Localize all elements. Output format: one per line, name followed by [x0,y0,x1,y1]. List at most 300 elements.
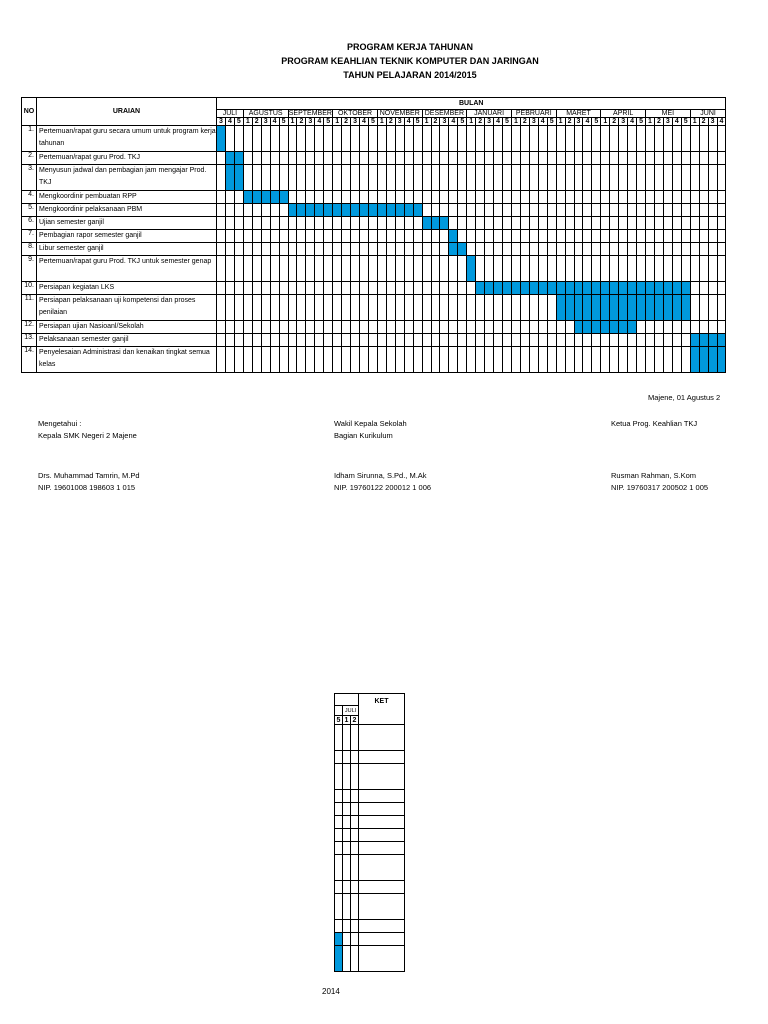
schedule-cell [538,256,547,282]
schedule-cell [217,165,226,191]
continuation-row [335,855,405,881]
schedule-cell [243,256,252,282]
week-number: 3 [708,118,717,126]
schedule-cell [270,126,279,152]
schedule-cell [503,347,512,373]
schedule-cell [252,165,261,191]
schedule-cell [511,126,520,152]
schedule-cell [485,204,494,217]
schedule-cell [279,282,288,295]
schedule-cell [431,282,440,295]
schedule-cell [431,321,440,334]
continuation-row [335,881,405,894]
schedule-cell [288,334,297,347]
schedule-cell [297,295,306,321]
schedule-cell [297,243,306,256]
schedule-cell [574,217,583,230]
schedule-cell-active [494,282,503,295]
schedule-cell [699,230,708,243]
schedule-cell-active [574,321,583,334]
schedule-cell [404,243,413,256]
activity-number: 1. [22,126,37,152]
schedule-cell [243,126,252,152]
schedule-cell [377,217,386,230]
schedule-cell [288,321,297,334]
week-number: 2 [351,716,359,725]
schedule-cell [306,230,315,243]
continuation-row [335,725,405,751]
schedule-cell-active [413,204,422,217]
schedule-cell [279,256,288,282]
page2-footer-fragment: 2014 [322,987,340,996]
schedule-cell [681,217,690,230]
schedule-cell [413,243,422,256]
week-number: 2 [654,118,663,126]
sig-left-name: Drs. Muhammad Tamrin, M.Pd [38,471,140,480]
schedule-cell [288,152,297,165]
schedule-cell [699,243,708,256]
schedule-cell-active [565,282,574,295]
ket-cell [359,842,405,855]
schedule-cell [395,126,404,152]
schedule-cell [333,347,342,373]
schedule-cell [252,217,261,230]
schedule-cell [494,334,503,347]
schedule-cell [404,295,413,321]
schedule-cell [601,204,610,217]
activity-number: 4. [22,191,37,204]
month-header: JUNI [690,110,726,118]
schedule-cell [663,321,672,334]
schedule-cell [511,191,520,204]
schedule-cell [717,230,726,243]
schedule-cell [708,243,717,256]
schedule-cell [333,282,342,295]
schedule-cell [422,152,431,165]
schedule-cell [288,230,297,243]
schedule-cell [288,165,297,191]
schedule-cell [279,165,288,191]
schedule-cell [386,295,395,321]
sig-middle-name: Idham Sirunna, S.Pd., M.Ak [334,471,427,480]
week-number: 1 [422,118,431,126]
schedule-cell-active [234,152,243,165]
schedule-cell [225,217,234,230]
schedule-cell [225,321,234,334]
doc-title-1: PROGRAM KERJA TAHUNAN [347,42,473,52]
activity-number: 2. [22,152,37,165]
schedule-cell [404,126,413,152]
schedule-cell [619,204,628,217]
schedule-cell [511,230,520,243]
schedule-cell [467,165,476,191]
schedule-cell [503,191,512,204]
schedule-cell [610,243,619,256]
schedule-cell [395,295,404,321]
schedule-cell [351,282,360,295]
schedule-cell [663,217,672,230]
schedule-cell [708,230,717,243]
schedule-cell [386,282,395,295]
ket-header: KET [359,694,405,725]
schedule-cell [628,217,637,230]
schedule-cell [404,282,413,295]
activity-description: Persiapan pelaksanaan uji kompetensi dan proses penilaian [37,295,217,321]
schedule-cell [619,334,628,347]
schedule-cell [458,217,467,230]
schedule-cell [565,321,574,334]
schedule-cell-active [485,282,494,295]
schedule-cell-active [520,282,529,295]
schedule-cell-active [449,230,458,243]
schedule-cell [404,217,413,230]
schedule-cell [663,204,672,217]
schedule-cell [297,230,306,243]
schedule-cell [529,152,538,165]
activity-row [22,191,726,204]
schedule-cell [324,295,333,321]
schedule-cell [270,334,279,347]
schedule-cell [449,282,458,295]
schedule-cell [431,256,440,282]
schedule-cell [583,230,592,243]
schedule-cell [538,230,547,243]
schedule-table [21,97,726,373]
schedule-cell [413,217,422,230]
schedule-cell [335,894,343,920]
schedule-cell [315,230,324,243]
schedule-cell [306,191,315,204]
ket-cell [359,764,405,790]
ket-cell [359,894,405,920]
schedule-cell [422,204,431,217]
schedule-cell-active [619,295,628,321]
schedule-cell [225,204,234,217]
schedule-cell [717,256,726,282]
schedule-cell [538,126,547,152]
schedule-cell-active [628,282,637,295]
schedule-cell-active [324,204,333,217]
schedule-cell [494,204,503,217]
schedule-cell [217,295,226,321]
schedule-cell [538,334,547,347]
schedule-cell [583,126,592,152]
week-number: 2 [565,118,574,126]
schedule-cell [637,321,646,334]
schedule-cell [351,217,360,230]
col-header-bulan: BULAN [217,98,726,110]
schedule-cell [494,191,503,204]
schedule-cell [270,295,279,321]
schedule-cell [342,152,351,165]
schedule-cell [413,191,422,204]
activity-row [22,230,726,243]
schedule-cell [386,152,395,165]
week-number: 3 [529,118,538,126]
schedule-cell [663,152,672,165]
schedule-cell [377,230,386,243]
schedule-cell [449,256,458,282]
schedule-cell [413,230,422,243]
schedule-cell [449,165,458,191]
schedule-cell [556,126,565,152]
schedule-cell [708,204,717,217]
schedule-cell [324,243,333,256]
schedule-cell [717,191,726,204]
schedule-cell [619,165,628,191]
schedule-cell [324,334,333,347]
schedule-cell [494,256,503,282]
schedule-cell [592,243,601,256]
month-header: NOVEMBER [377,110,422,118]
schedule-cell [449,152,458,165]
schedule-cell [503,256,512,282]
schedule-cell [637,347,646,373]
schedule-cell [565,256,574,282]
schedule-cell [449,217,458,230]
schedule-cell [681,256,690,282]
schedule-cell [279,347,288,373]
schedule-cell [556,230,565,243]
schedule-cell [547,204,556,217]
schedule-cell [343,881,351,894]
continuation-row [335,829,405,842]
schedule-cell [270,282,279,295]
week-number: 5 [324,118,333,126]
schedule-cell [306,243,315,256]
schedule-cell [592,126,601,152]
schedule-cell [413,334,422,347]
schedule-cell [335,764,343,790]
sig-middle-line1: Wakil Kepala Sekolah [334,419,407,428]
schedule-cell [279,204,288,217]
schedule-cell [306,152,315,165]
schedule-cell [583,165,592,191]
continuation-row [335,946,405,972]
schedule-cell [503,204,512,217]
sig-middle-line2: Bagian Kurikulum [334,431,393,440]
schedule-cell [476,256,485,282]
week-number: 4 [225,118,234,126]
schedule-cell [654,321,663,334]
schedule-cell-active [619,282,628,295]
schedule-cell [458,191,467,204]
schedule-cell [377,347,386,373]
schedule-cell [368,334,377,347]
schedule-cell [343,764,351,790]
schedule-cell [690,230,699,243]
schedule-cell [351,946,359,972]
schedule-cell [343,946,351,972]
schedule-cell [520,334,529,347]
schedule-cell [476,217,485,230]
schedule-cell-active [637,295,646,321]
schedule-cell [583,256,592,282]
schedule-cell [520,243,529,256]
schedule-cell [646,243,655,256]
schedule-cell [646,256,655,282]
schedule-cell [690,243,699,256]
month-header: AGUSTUS [243,110,288,118]
schedule-cell [654,217,663,230]
schedule-cell-active [565,295,574,321]
schedule-cell [279,334,288,347]
schedule-cell [368,243,377,256]
schedule-cell [368,256,377,282]
schedule-cell [699,321,708,334]
schedule-cell [538,152,547,165]
schedule-cell [637,243,646,256]
schedule-cell-active [672,295,681,321]
schedule-cell-active [333,204,342,217]
week-number: 3 [351,118,360,126]
schedule-cell-active [335,946,343,972]
schedule-cell [368,295,377,321]
schedule-cell [485,321,494,334]
schedule-cell [225,230,234,243]
week-number: 5 [335,716,343,725]
schedule-cell [261,334,270,347]
schedule-cell [717,165,726,191]
schedule-cell-active [628,295,637,321]
schedule-cell [654,165,663,191]
schedule-cell [440,204,449,217]
schedule-cell [440,126,449,152]
schedule-cell [234,191,243,204]
schedule-cell [234,204,243,217]
schedule-cell [529,230,538,243]
schedule-cell [565,243,574,256]
schedule-cell [672,126,681,152]
schedule-cell [261,217,270,230]
activity-number: 13. [22,334,37,347]
schedule-cell [467,230,476,243]
schedule-cell [343,842,351,855]
schedule-cell [351,347,360,373]
schedule-cell [297,282,306,295]
schedule-cell-active [592,295,601,321]
schedule-cell-active [699,347,708,373]
schedule-cell [494,165,503,191]
week-number: 2 [431,118,440,126]
activity-number: 6. [22,217,37,230]
week-number: 1 [333,118,342,126]
schedule-cell [574,334,583,347]
schedule-cell [351,230,360,243]
schedule-cell [342,126,351,152]
schedule-cell [458,256,467,282]
schedule-cell [529,334,538,347]
schedule-cell [485,347,494,373]
schedule-cell [261,243,270,256]
schedule-cell [252,230,261,243]
week-number: 4 [315,118,324,126]
schedule-cell [458,334,467,347]
schedule-cell [243,334,252,347]
schedule-cell [243,243,252,256]
schedule-cell [565,126,574,152]
schedule-cell [547,126,556,152]
schedule-cell-active [503,282,512,295]
schedule-cell [547,191,556,204]
schedule-cell [243,165,252,191]
schedule-cell [431,243,440,256]
schedule-cell [297,191,306,204]
schedule-cell [717,243,726,256]
schedule-cell [335,829,343,842]
ket-cell [359,946,405,972]
week-number: 4 [449,118,458,126]
schedule-cell [261,204,270,217]
schedule-cell [708,295,717,321]
schedule-cell [315,321,324,334]
schedule-cell [270,165,279,191]
schedule-cell-active [306,204,315,217]
schedule-cell [601,126,610,152]
schedule-cell [279,321,288,334]
schedule-cell [520,230,529,243]
activity-row [22,165,726,191]
schedule-cell [690,165,699,191]
schedule-cell [538,347,547,373]
schedule-cell [592,256,601,282]
schedule-cell [628,243,637,256]
activity-description: Ujian semester ganjil [37,217,217,230]
schedule-cell [333,165,342,191]
month-header: SEPTEMBER [288,110,332,117]
schedule-cell [467,126,476,152]
activity-number: 10. [22,282,37,295]
schedule-cell [503,243,512,256]
schedule-cell [583,152,592,165]
schedule-cell [386,334,395,347]
schedule-cell [368,152,377,165]
schedule-cell [592,191,601,204]
schedule-cell [476,243,485,256]
schedule-cell [217,256,226,282]
col-header-uraian: URAIAN [37,98,217,126]
schedule-cell [681,191,690,204]
schedule-cell [646,152,655,165]
schedule-cell [601,165,610,191]
activity-number: 3. [22,165,37,191]
schedule-cell [252,282,261,295]
schedule-cell [681,321,690,334]
activity-number: 11. [22,295,37,321]
schedule-cell [413,295,422,321]
schedule-cell [699,165,708,191]
schedule-cell [511,295,520,321]
schedule-cell [690,321,699,334]
schedule-cell [708,152,717,165]
schedule-cell [422,126,431,152]
schedule-cell [297,334,306,347]
week-number: 5 [368,118,377,126]
continuation-row [335,894,405,920]
activity-description: Mengkoordinir pembuatan RPP [37,191,217,204]
schedule-cell [395,347,404,373]
schedule-cell [243,204,252,217]
month-header: JULI [217,110,244,118]
schedule-cell [315,165,324,191]
schedule-cell-active [681,295,690,321]
schedule-cell [449,126,458,152]
schedule-cell [449,191,458,204]
schedule-cell [681,334,690,347]
schedule-cell-active [243,191,252,204]
schedule-cell [297,152,306,165]
schedule-cell [681,126,690,152]
